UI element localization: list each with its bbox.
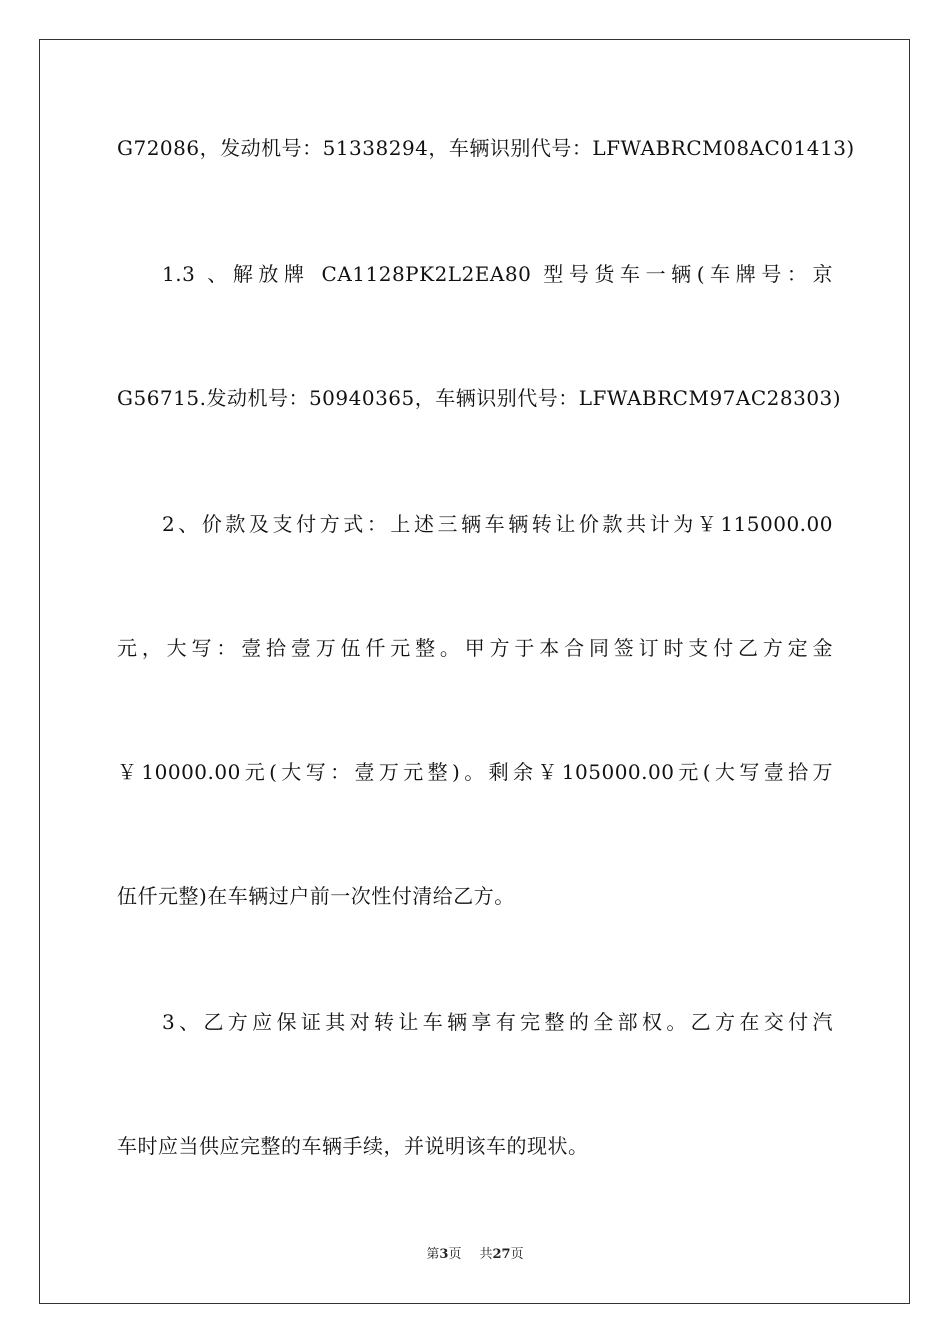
paragraph-line: ￥10000.00元(大写：壹万元整)。剩余￥105000.00元(大写壹拾万 [117,760,833,784]
total-suffix: 页 [510,1247,524,1262]
total-prefix: 共 [479,1247,493,1262]
page-prefix: 第 [426,1247,440,1262]
page-footer [0,1247,950,1263]
paragraph-line: 3、乙方应保证其对转让车辆享有完整的全部权。乙方在交付汽 [162,1010,833,1034]
page-border [39,39,910,1304]
paragraph-line: 车时应当供应完整的车辆手续，并说明该车的现状。 [117,1134,589,1158]
page-suffix: 页 [448,1247,462,1262]
paragraph-line: G72086，发动机号：51338294，车辆识别代号：LFWABRCM08AC01413) [117,136,855,160]
paragraph-line: G56715.发动机号：50940365，车辆识别代号：LFWABRCM97AC28303) [117,386,842,410]
paragraph-line: 1.3 、解放牌 CA1128PK2L2EA80 型号货车一辆(车牌号：京 [162,262,833,286]
page-number: 3 [439,1247,449,1262]
paragraph-line: 伍仟元整)在车辆过户前一次性付清给乙方。 [117,884,515,908]
total-pages: 27 [492,1247,511,1262]
paragraph-line: 2、价款及支付方式：上述三辆车辆转让价款共计为￥115000.00 [162,512,833,536]
paragraph-line: 元，大写：壹拾壹万伍仟元整。甲方于本合同签订时支付乙方定金 [117,636,833,660]
